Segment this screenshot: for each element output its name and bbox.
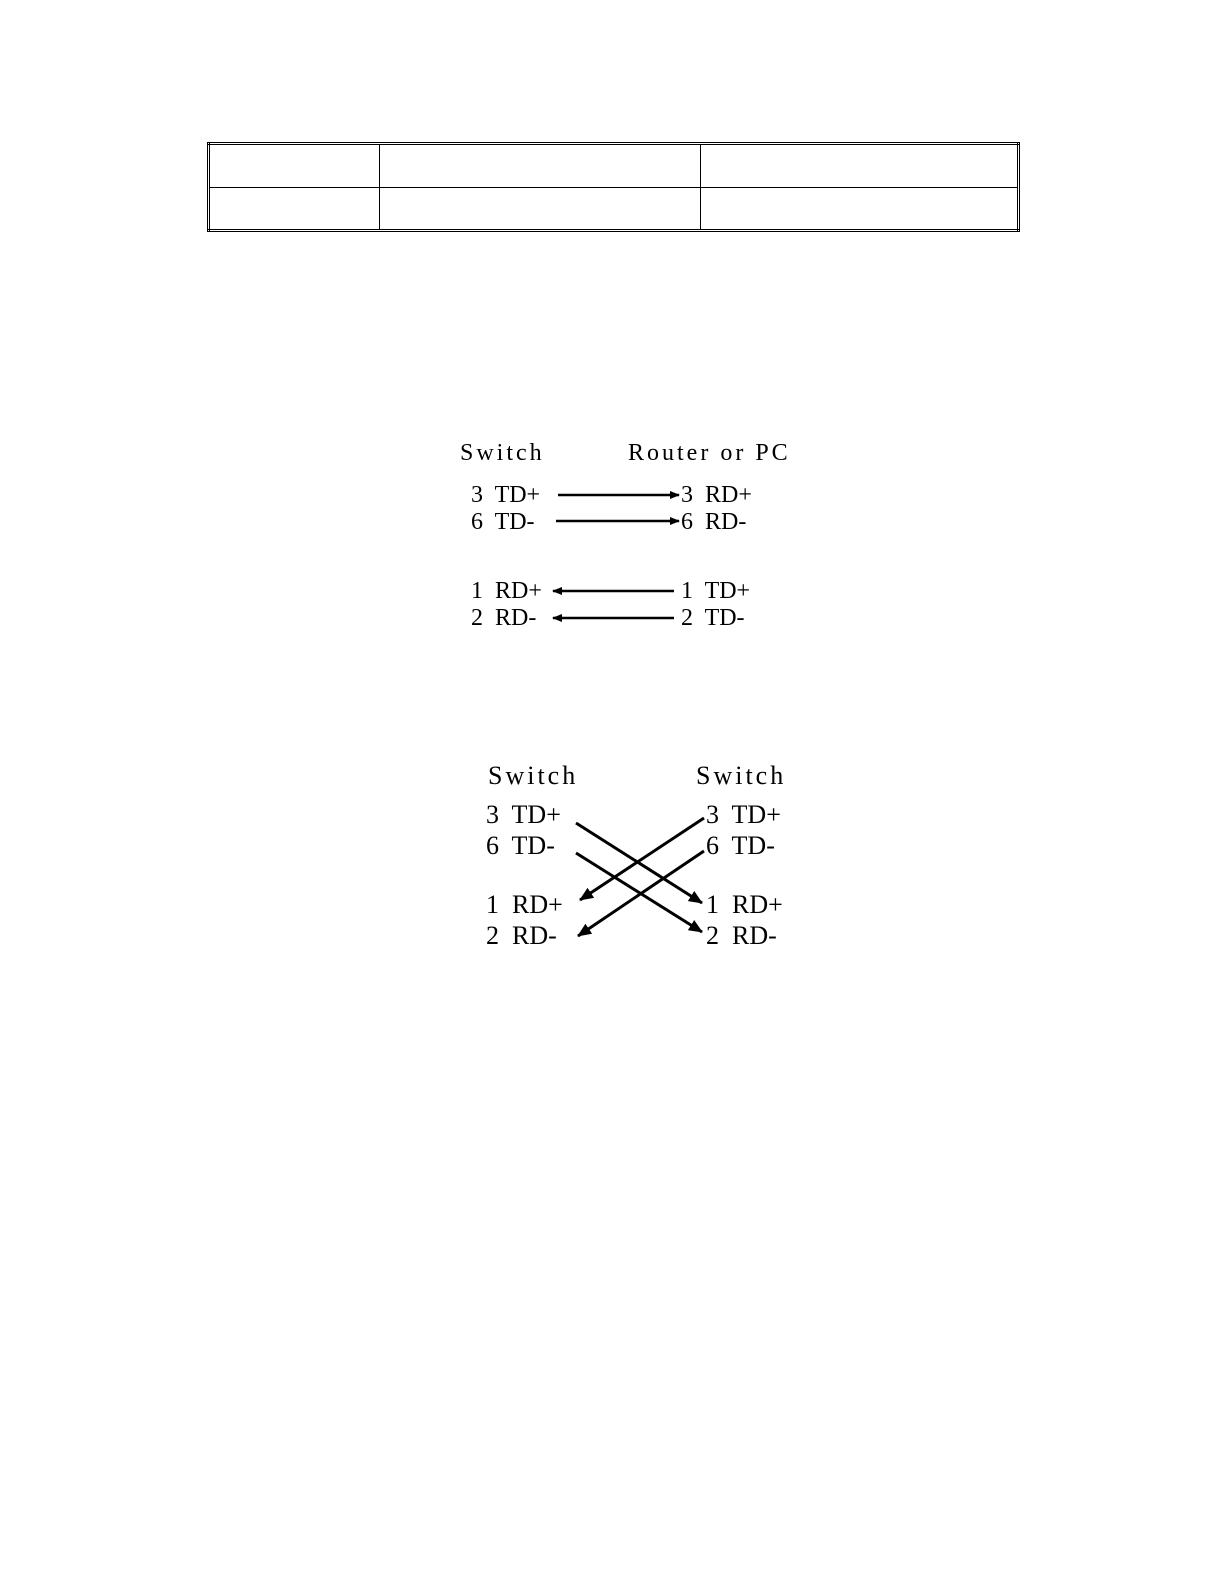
left-pin-label: 2 RD- (471, 605, 537, 631)
crossover-wire (580, 818, 704, 900)
left-header: Switch (488, 761, 579, 790)
left-pin-label: 3 TD+ (471, 482, 541, 508)
straight-through-diagram (460, 440, 791, 631)
right-pin-label: 2 TD- (681, 605, 745, 631)
right-pin-label: 3 RD+ (681, 482, 752, 508)
left-pin-label: 2 RD- (486, 921, 557, 950)
crossover-diagram (486, 761, 786, 950)
right-pin-label: 1 TD+ (681, 578, 751, 604)
left-pin-label: 6 TD- (486, 831, 555, 860)
left-pin-label: 1 RD+ (471, 578, 542, 604)
right-pin-label: 6 RD- (681, 509, 747, 535)
right-pin-label: 2 RD- (706, 921, 777, 950)
right-pin-label: 6 TD- (706, 831, 775, 860)
left-pin-label: 3 TD+ (486, 800, 561, 829)
right-pin-label: 3 TD+ (706, 800, 781, 829)
left-pin-label: 1 RD+ (486, 890, 563, 919)
right-pin-label: 1 RD+ (706, 890, 783, 919)
right-header: Router or PC (628, 440, 791, 466)
left-pin-label: 6 TD- (471, 509, 535, 535)
left-header: Switch (460, 440, 545, 466)
right-header: Switch (696, 761, 787, 790)
